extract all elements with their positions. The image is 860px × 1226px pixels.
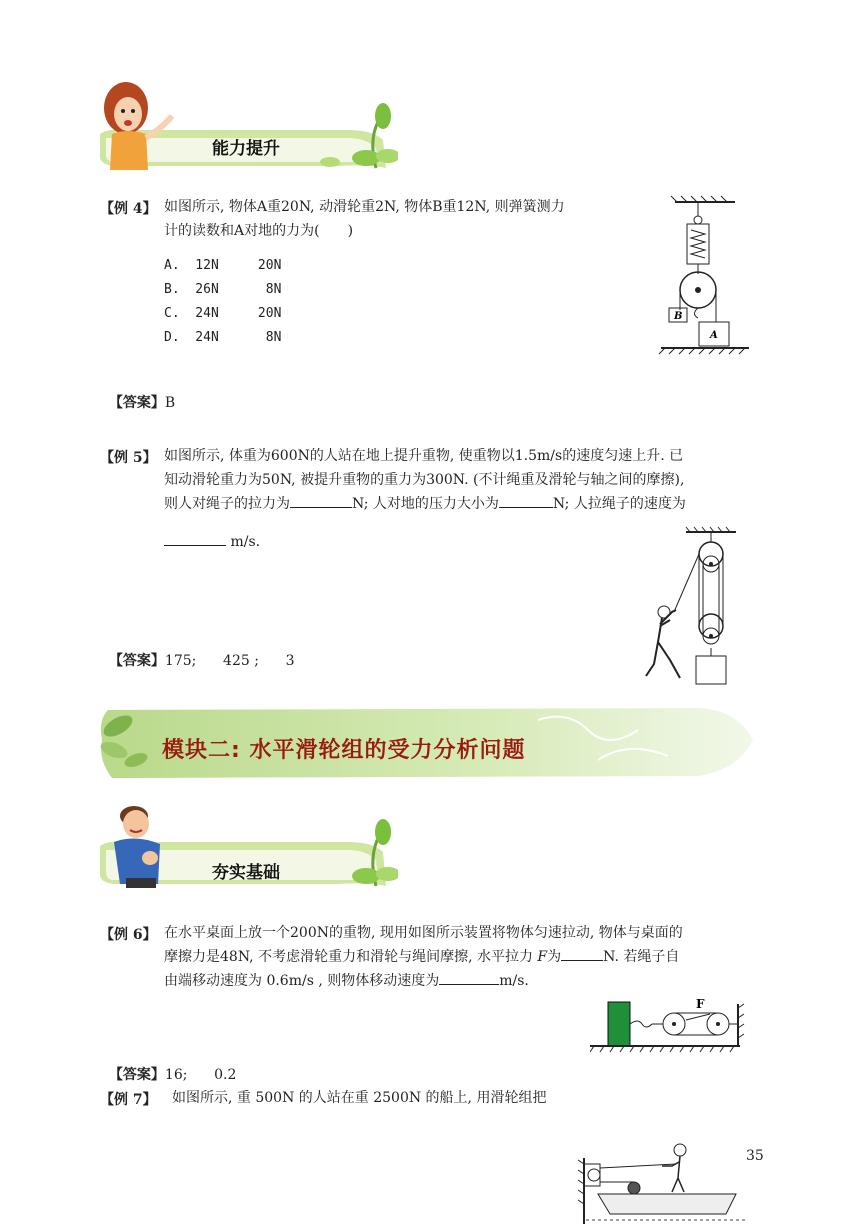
figure-label-b: B — [674, 311, 683, 322]
blank-ground-pressure — [499, 493, 553, 508]
section-title-ability: 能力提升 — [212, 139, 280, 159]
page-number: 35 — [746, 1148, 764, 1164]
example-6-label: 【例 6】 — [100, 927, 157, 943]
figure-label-f: F — [696, 997, 705, 1011]
module-2-title: 模块二: 水平滑轮组的受力分析问题 — [162, 738, 526, 763]
example-4-question-line1: 如图所示, 物体A重20N, 动滑轮重2N, 物体B重12N, 则弹簧测力 — [164, 199, 565, 215]
line3-part2: N; 人对地的压力大小为 — [352, 496, 499, 512]
example-7-figure — [576, 1138, 746, 1224]
example-6-question-line2 — [164, 945, 679, 969]
example-5-question-line3 — [164, 492, 686, 516]
example-4-option-a: A. 12N 20N — [164, 258, 282, 273]
example-4-answer — [100, 376, 175, 412]
example-7-question-line1: 如图所示, 重 500N 的人站在重 2500N 的船上, 用滑轮组把 — [172, 1090, 547, 1106]
blank-force — [561, 946, 603, 961]
answer-label: 【答案】 — [108, 395, 165, 411]
line4-unit: m/s. — [230, 534, 261, 550]
line2-part3: N. 若绳子自 — [603, 949, 680, 965]
figure-label-a: A — [710, 330, 718, 341]
example-5-question-line1: 如图所示, 体重为600N的人站在地上提升重物, 使重物以1.5m/s的速度匀速上升. 已 — [164, 448, 684, 464]
example-6-answer — [100, 1048, 236, 1084]
line3-part1: 由端移动速度为 0.6m/s , 则物体移动速度为 — [164, 973, 440, 989]
example-5-figure — [636, 526, 746, 688]
example-5-label: 【例 5】 — [100, 450, 157, 466]
example-6-question-line1: 在水平桌面上放一个200N的重物, 现用如图所示装置将物体匀速拉动, 物体与桌面的 — [164, 925, 683, 941]
answer-value: 16; 0.2 — [164, 1067, 237, 1083]
line3-part2: m/s. — [499, 973, 529, 989]
example-4-option-d: D. 24N 8N — [164, 330, 282, 345]
line3-part3: N; 人拉绳子的速度为 — [552, 496, 686, 512]
example-5-question-line4 — [164, 530, 260, 554]
answer-value: B — [164, 395, 176, 411]
example-6-question-line3 — [164, 969, 529, 993]
example-5-answer — [100, 634, 295, 670]
section-banner-foundation — [98, 800, 398, 900]
line2-part2: 为 — [547, 949, 562, 965]
banner-graphic — [98, 800, 398, 900]
banner-graphic — [98, 78, 398, 178]
section-banner-ability — [98, 78, 398, 178]
example-4-figure — [655, 192, 755, 362]
line3-part1: 则人对绳子的拉力为 — [164, 496, 290, 512]
answer-label: 【答案】 — [108, 1067, 165, 1083]
answer-value: 175; 425 ; 3 — [164, 653, 295, 669]
example-4-option-b: B. 26N 8N — [164, 282, 282, 297]
blank-rope-speed — [164, 531, 226, 546]
line2-part1: 摩擦力是48N, 不考虑滑轮重力和滑轮与绳间摩擦, 水平拉力 — [164, 949, 538, 965]
example-4-option-c: C. 24N 20N — [164, 306, 282, 321]
blank-object-speed — [439, 970, 499, 985]
section-title-foundation: 夯实基础 — [212, 863, 280, 883]
example-6-figure — [590, 996, 750, 1058]
example-5-question-line2: 知动滑轮重力为50N, 被提升重物的重力为300N. (不计绳重及滑轮与轴之间的摩擦), — [164, 472, 685, 488]
line2-force-symbol: F — [537, 949, 548, 965]
answer-label: 【答案】 — [108, 653, 165, 669]
example-4-label: 【例 4】 — [100, 201, 157, 217]
blank-rope-force — [290, 493, 352, 508]
example-4-question-line2: 计的读数和A对地的力为( ) — [164, 223, 354, 239]
example-7-label: 【例 7】 — [100, 1092, 157, 1108]
